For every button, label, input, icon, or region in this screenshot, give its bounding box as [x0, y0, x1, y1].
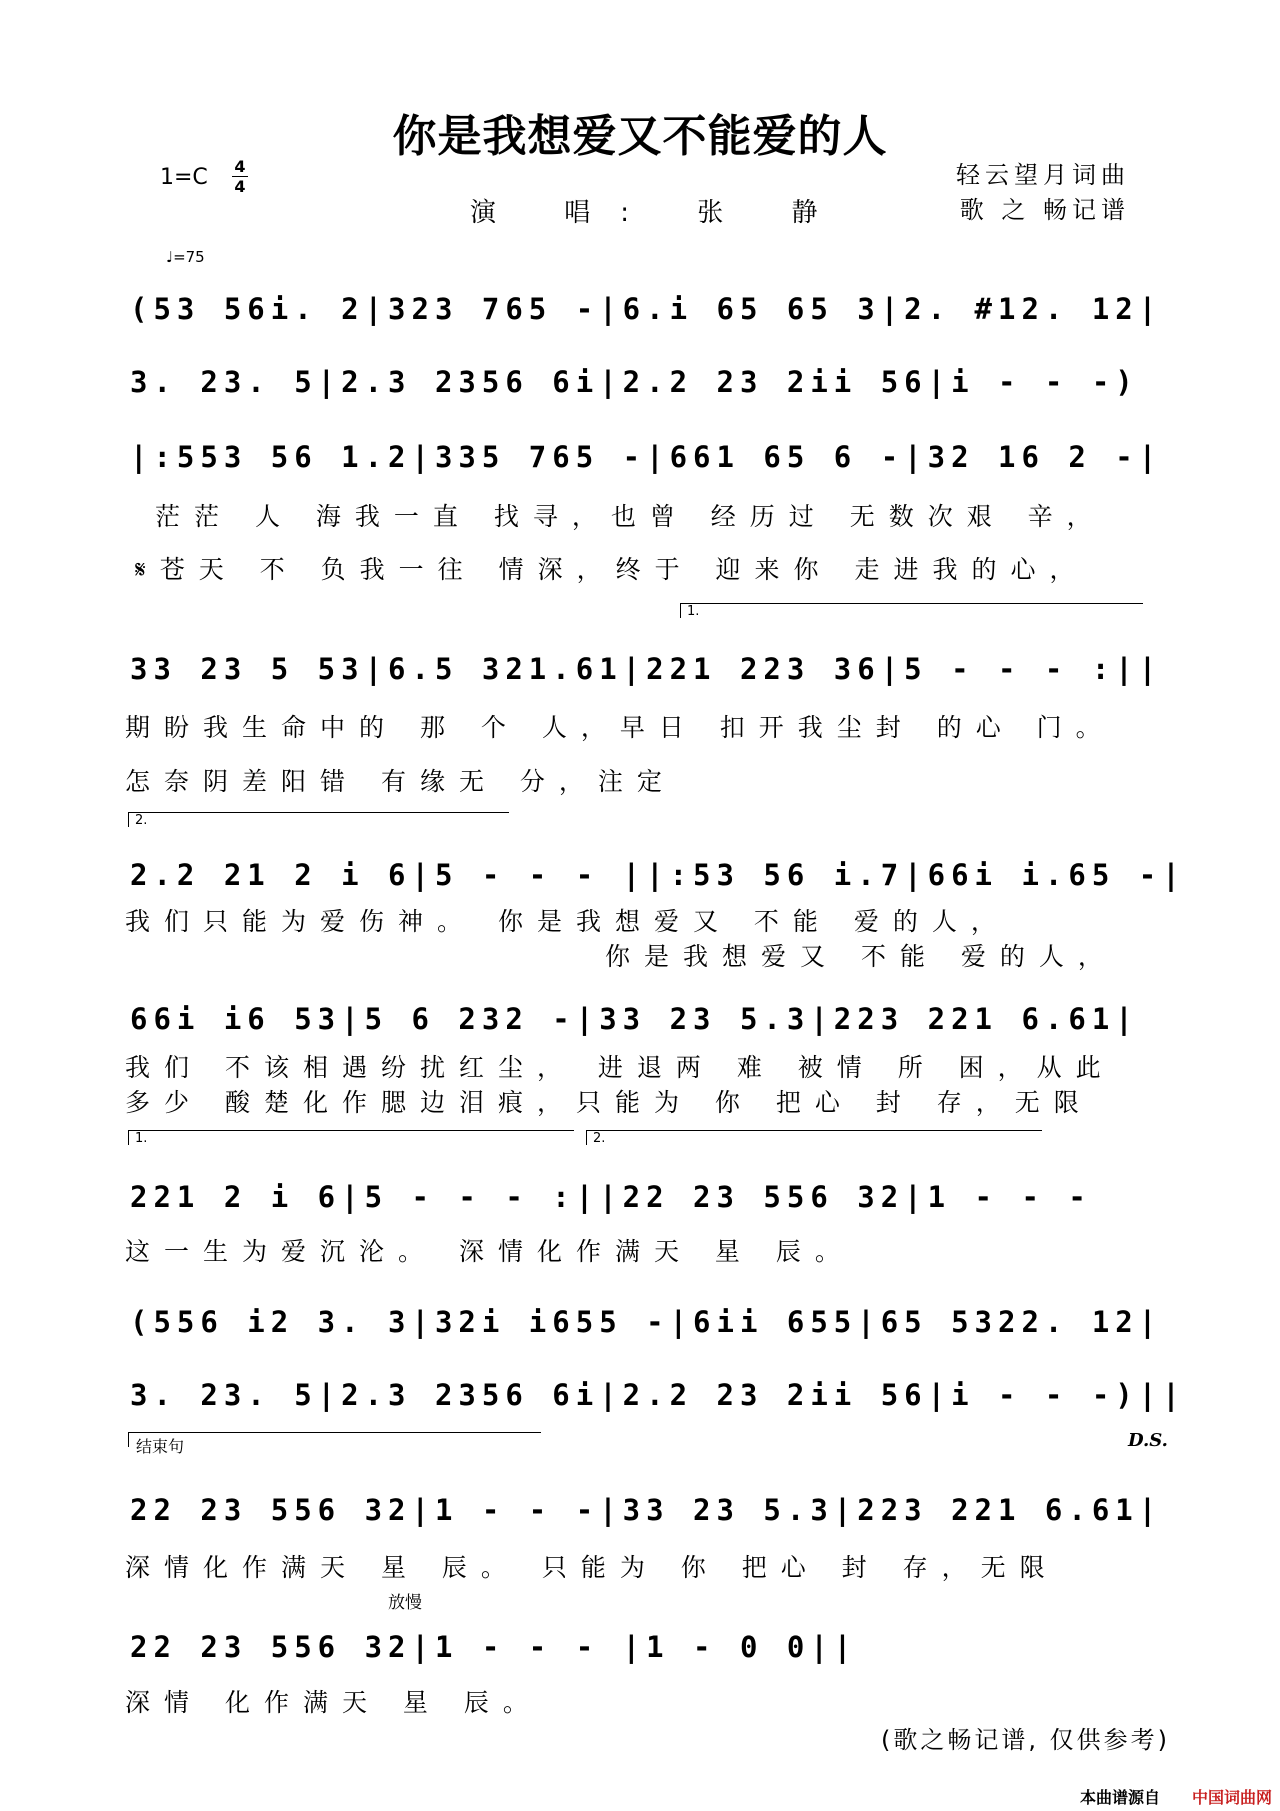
notation-line-1: (53 56i. 2|323 765 -|6.i 65 65 3|2. #12. 12| — [130, 292, 1163, 326]
notation-line-8: (556 i2 3. 3|32i i655 -|6ii 655|65 5322. 12| — [130, 1305, 1163, 1339]
source-brand-link[interactable]: 中国词曲网 — [1191, 1788, 1272, 1807]
coda-bracket — [128, 1432, 541, 1447]
song-title: 你是我想爱又不能爱的人 — [392, 111, 888, 162]
volta-2b-bracket — [586, 1130, 1042, 1145]
notation-line-6: 66i i6 53|5 6 232 -|33 23 5.3|223 221 6.61| — [130, 1002, 1139, 1036]
volta-2-bracket — [128, 812, 509, 827]
coda-label: 结束句 — [136, 1437, 185, 1456]
volta-2-label: 2. — [135, 813, 148, 828]
notation-line-5: 2.2 21 2 i 6|5 - - - ||:53 56 i.7|66i i.65 -| — [130, 858, 1186, 892]
notation-line-11: 22 23 556 32|1 - - - |1 - 0 0|| — [130, 1630, 858, 1664]
transcription-note: (歌之畅记谱, 仅供参考) — [881, 1726, 1170, 1754]
transcriber-credit: 歌 之 畅记谱 — [959, 196, 1130, 224]
notation-line-2: 3. 23. 5|2.3 2356 6i|2.2 23 2ii 56|i - - -) — [130, 365, 1139, 399]
lyric-line-10: 深情化作满天 星 辰。 只能为 你 把心 封 存，无限 — [125, 1553, 1059, 1582]
lyric-line-5b: 你是我想爱又 不能 爱的人， — [605, 942, 1117, 971]
meter-bottom: 4 — [234, 177, 246, 196]
lyric-line-3b: 𝄋苍天 不 负我一往 情深，终于 迎来你 走进我的心， — [135, 555, 1089, 584]
notation-line-4: 33 23 5 53|6.5 321.61|221 223 36|5 - - - :|| — [130, 652, 1163, 686]
rit-marking: 放慢 — [388, 1593, 422, 1613]
lyric-line-4a: 期盼我生命中的 那 个 人，早日 扣开我尘封 的心 门。 — [125, 713, 1115, 742]
source-prefix: 本曲谱源自 — [1079, 1788, 1160, 1807]
lyric-line-6a: 我们 不该相遇纷扰红尘， 进退两 难 被情 所 困，从此 — [125, 1053, 1115, 1082]
volta-2b-label: 2. — [593, 1131, 606, 1146]
composer-credit: 轻云望月词曲 — [956, 161, 1130, 189]
lyric-line-5a: 我们只能为爱伤神。 你是我想爱又 不能 爱的人， — [125, 907, 1010, 936]
notation-line-3: |:553 56 1.2|335 765 -|661 65 6 -|32 16 2 -| — [130, 440, 1163, 474]
time-signature — [232, 158, 248, 195]
volta-1-bracket — [680, 603, 1143, 618]
volta-1b-bracket — [128, 1130, 574, 1145]
volta-1b-label: 1. — [135, 1131, 148, 1146]
lyric-line-11: 深情 化作满天 星 辰。 — [125, 1688, 542, 1717]
ds-marking: D.S. — [1128, 1430, 1168, 1451]
volta-1-label: 1. — [687, 604, 700, 619]
lyric-line-3a: 茫茫 人 海我一直 找寻，也曾 经历过 无数次艰 辛， — [155, 502, 1106, 531]
lyric-line-7: 这一生为爱沉沦。 深情化作满天 星 辰。 — [125, 1237, 854, 1266]
singer-line: 演 唱: 张 静 — [470, 198, 848, 228]
notation-line-9: 3. 23. 5|2.3 2356 6i|2.2 23 2ii 56|i - - -)|| — [130, 1378, 1186, 1412]
key-signature: 1=C — [160, 165, 208, 190]
lyric-line-6b: 多少 酸楚化作腮边泪痕，只能为 你 把心 封 存，无限 — [125, 1088, 1093, 1117]
lyric-line-4b: 怎奈阴差阳错 有缘无 分，注定 — [125, 767, 676, 796]
meter-top: 4 — [234, 157, 246, 176]
tempo-marking: ♩=75 — [166, 248, 205, 266]
notation-line-7: 221 2 i 6|5 - - - :||22 23 556 32|1 - - - — [130, 1180, 1092, 1214]
notation-line-10: 22 23 556 32|1 - - -|33 23 5.3|223 221 6.61| — [130, 1493, 1163, 1527]
